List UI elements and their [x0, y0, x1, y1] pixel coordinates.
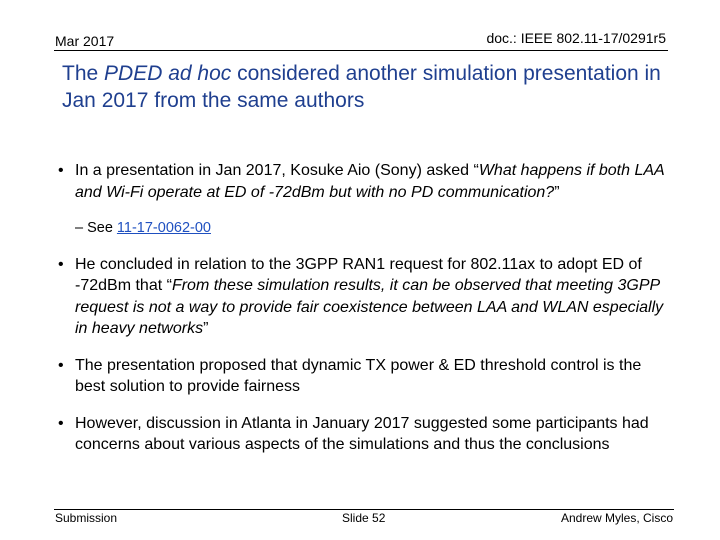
- header-date: Mar 2017: [55, 33, 115, 49]
- bullet-1-end: ”: [554, 183, 560, 201]
- bullet-2-end: ”: [203, 320, 209, 337]
- header-doc-id: doc.: IEEE 802.11-17/0291r5: [486, 30, 666, 46]
- bullet-dot: •: [58, 414, 64, 432]
- bullet-2-text: He concluded in relation to the 3GPP RAN1 request for 802.11ax to adopt ED of -72dBm that “: [75, 255, 642, 294]
- slide-title: [62, 60, 662, 114]
- bullet-1-text: In a presentation in Jan 2017, Kosuke Aio (Sony) asked “: [75, 162, 479, 179]
- doc-link[interactable]: 11-17-0062-00: [116, 220, 211, 236]
- footer-author: Andrew Myles, Cisco: [560, 511, 673, 525]
- sub-bullet-prefix: – See: [75, 220, 117, 236]
- bullet-1: [58, 160, 668, 203]
- bullet-dot: •: [58, 162, 64, 179]
- bullet-3-text: The presentation proposed that dynamic TX power & ED threshold control is the best solution to provide fairness: [75, 356, 642, 395]
- bullet-2: [58, 254, 668, 340]
- footer-slide-number: Slide 52: [342, 511, 386, 525]
- bullet-4: [58, 413, 668, 456]
- header-rule: [54, 50, 668, 51]
- bullet-dot: •: [58, 255, 64, 273]
- bullet-2-quote: From these simulation results, it can be observed that meeting 3GPP request is not a way to provide fair coexistence between LAA and WLAN especially in heavy networks: [75, 277, 664, 337]
- bullet-4-text: However, discussion in Atlanta in January 2017 suggested some participants had concerns about various aspects of the simulations and thus the conclusions: [75, 414, 649, 453]
- slide-body: [58, 160, 668, 471]
- footer-rule: [54, 509, 674, 510]
- bullet-dot: •: [58, 356, 64, 374]
- title-part3: considered another simulation presentation in Jan 2017 from the same authors: [62, 62, 661, 112]
- bullet-1-quote: What happens if both LAA and Wi-Fi operate at ED of -72dBm but with no PD communication?: [75, 162, 665, 201]
- title-part1: The: [62, 62, 105, 85]
- sub-bullet-1: [75, 218, 668, 240]
- title-part2: PDED ad hoc: [104, 62, 232, 85]
- bullet-3: [58, 355, 668, 398]
- footer-submission: Submission: [55, 511, 118, 525]
